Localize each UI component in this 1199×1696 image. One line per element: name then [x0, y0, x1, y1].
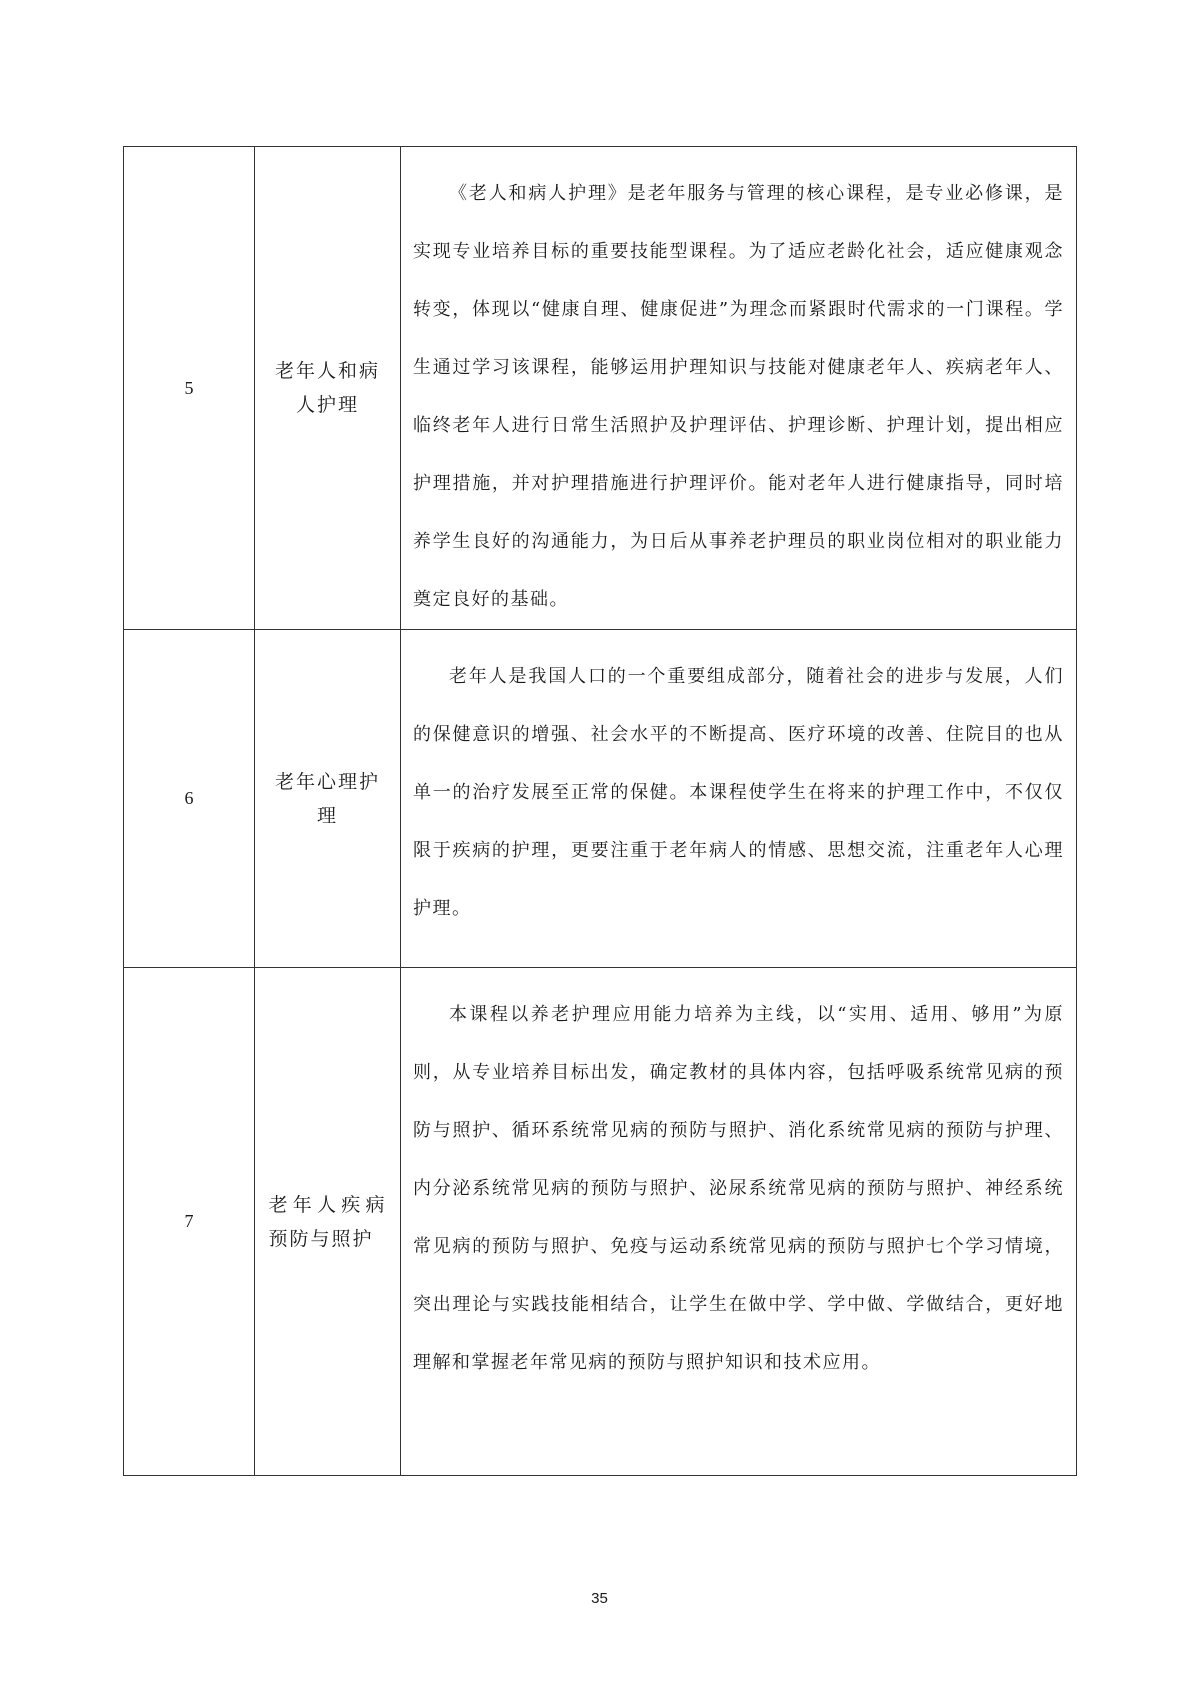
course-table [123, 146, 1077, 1476]
course-name: 老年人疾病预防与照护 [268, 1193, 387, 1250]
page-number: 35 [591, 1590, 608, 1607]
course-description: 本课程以养老护理应用能力培养为主线，以“实用、适用、够用”为原则，从专业培养目标出发，确定教材的具体内容，包括呼吸系统常见病的预防与照护、循环系统常见病的预防与照护、消化系统常见病的预防与护理、内分泌系统常见病的预防与照护、泌尿系统常见病的预防与照护、神经系统常见病的预防与照护、免疫与运动系统常见病的预防与照护七个学习情境，突出理论与实践技能相结合，让学生在做中学、学中做、学做结合，更好地理解和掌握老年常见病的预防与照护知识和技术应用。 [413, 1004, 1064, 1373]
course-number: 7 [124, 968, 255, 1476]
course-description-cell [401, 630, 1077, 968]
course-name-cell [255, 630, 401, 968]
course-description: 老年人是我国人口的一个重要组成部分，随着社会的进步与发展，人们的保健意识的增强、社会水平的不断提高、医疗环境的改善、住院目的也从单一的治疗发展至正常的保健。本课程使学生在将来的护理工作中，不仅仅限于疾病的护理，更要注重于老年病人的情感、思想交流，注重老年人心理护理。 [413, 666, 1064, 919]
course-description: 《老人和病人护理》是老年服务与管理的核心课程，是专业必修课，是实现专业培养目标的重要技能型课程。为了适应老龄化社会，适应健康观念转变，体现以“健康自理、健康促进”为理念而紧跟时代需求的一门课程。学生通过学习该课程，能够运用护理知识与技能对健康老年人、疾病老年人、临终老年人进行日常生活照护及护理评估、护理诊断、护理计划，提出相应护理措施，并对护理措施进行护理评价。能对老年人进行健康指导，同时培养学生良好的沟通能力，为日后从事养老护理员的职业岗位相对的职业能力奠定良好的基础。 [413, 183, 1064, 610]
course-number: 6 [124, 630, 255, 968]
course-name: 老年心理护理 [274, 770, 380, 827]
course-description-cell [401, 968, 1077, 1476]
course-name: 老年人和病人护理 [274, 360, 380, 416]
course-number: 5 [124, 147, 255, 630]
table-row [124, 968, 1077, 1476]
course-name-cell [255, 968, 401, 1476]
course-name-cell [255, 147, 401, 630]
table-row [124, 630, 1077, 968]
course-description-cell [401, 147, 1077, 630]
table-row [124, 147, 1077, 630]
